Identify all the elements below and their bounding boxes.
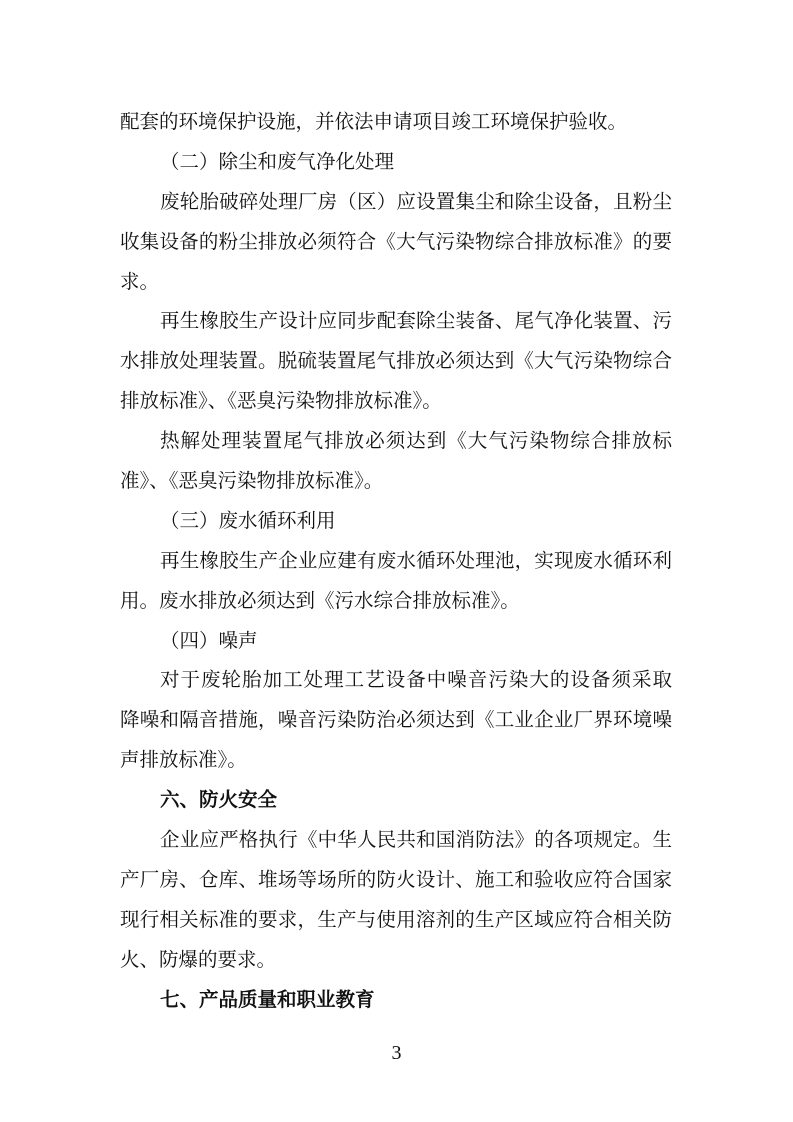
text-line: 再生橡胶生产设计应同步配套除尘装备、尾气净化装置、污 xyxy=(160,309,672,333)
subsection-heading-4: （四）噪声 xyxy=(160,628,258,652)
text-line: 配套的环境保护设施，并依法申请项目竣工环境保护验收。 xyxy=(120,110,628,133)
text-line: 产厂房、仓库、堆场等场所的防火设计、施工和验收应符合国家 xyxy=(120,867,672,891)
text-line: 水排放处理装置。脱硫装置尾气排放必须达到《大气污染物综合 xyxy=(120,349,672,373)
subsection-heading-2: （二）除尘和废气净化处理 xyxy=(160,149,395,173)
text-line: 求。 xyxy=(120,269,160,293)
text-line: 准》、《恶臭污染物排放标准》。 xyxy=(120,469,384,493)
text-line: 降噪和隔音措施，噪音污染防治必须达到《工业企业厂界环境噪 xyxy=(120,708,672,732)
text-line: 废轮胎破碎处理厂房（区）应设置集尘和除尘设备，且粉尘 xyxy=(160,189,672,213)
text-line: 企业应严格执行《中华人民共和国消防法》的各项规定。生 xyxy=(160,828,672,852)
text-line: 收集设备的粉尘排放必须符合《大气污染物综合排放标准》的要 xyxy=(120,229,672,253)
subsection-heading-3: （三）废水循环利用 xyxy=(160,508,336,532)
text-line: 用。废水排放必须达到《污水综合排放标准》。 xyxy=(120,588,520,612)
section-heading-6: 六、防火安全 xyxy=(160,788,278,812)
text-line: 热解处理装置尾气排放必须达到《大气污染物综合排放标 xyxy=(160,429,672,453)
text-line: 火、防爆的要求。 xyxy=(120,947,277,971)
page-number: 3 xyxy=(391,1042,402,1064)
body-text xyxy=(120,102,672,1019)
text-line: 对于废轮胎加工处理工艺设备中噪音污染大的设备须采取 xyxy=(160,668,672,692)
text-line: 现行相关标准的要求，生产与使用溶剂的生产区域应符合相关防 xyxy=(120,907,672,931)
section-heading-7: 七、产品质量和职业教育 xyxy=(160,987,375,1011)
text-line: 排放标准》、《恶臭污染物排放标准》。 xyxy=(120,389,442,413)
text-line: 再生橡胶生产企业应建有废水循环处理池，实现废水循环利 xyxy=(160,548,672,572)
text-line: 声排放标准》。 xyxy=(120,748,247,772)
